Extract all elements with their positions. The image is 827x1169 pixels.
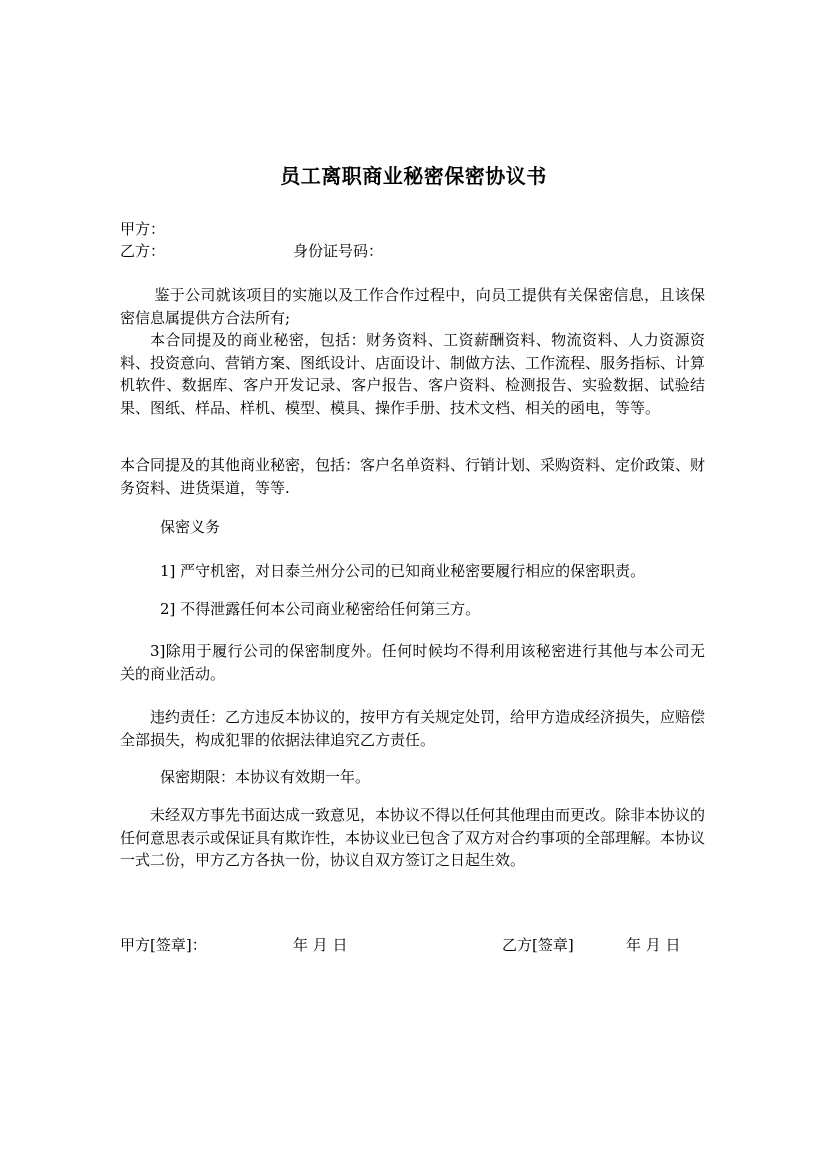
breach-clause: 违约责任：乙方违反本协议的，按甲方有关规定处罚，给甲方造成经济损失，应赔偿全部损失，构成犯罪的依据法律追究乙方责任。 (120, 708, 706, 749)
document-title: 员工离职商业秘密保密协议书 (280, 164, 547, 188)
obligation-1: 1] 严守机密，对日泰兰州分公司的已知商业秘密要履行相应的保密职责。 (160, 562, 646, 580)
party-b-signature-label: 乙方[签章] (502, 936, 574, 954)
id-number-label: 身份证号码： (293, 242, 384, 260)
party-a-date: 年 月 日 (293, 936, 348, 954)
obligations-heading: 保密义务 (160, 518, 221, 536)
obligation-3: 3]除用于履行公司的保密制度外。任何时候均不得利用该秘密进行其他与本公司无关的商业活动。 (120, 642, 705, 683)
party-a-label: 甲方： (120, 220, 166, 238)
party-b-label: 乙方： (120, 242, 166, 260)
other-secrets-paragraph: 本合同提及的其他商业秘密，包括：客户名单资料、行销计划、采购资料、定价政策、财务资料、进货渠道，等等. (120, 456, 706, 497)
term-clause: 保密期限：本协议有效期一年。 (160, 768, 371, 786)
party-b-date: 年 月 日 (626, 936, 681, 954)
closing-paragraph: 未经双方事先书面达成一致意见，本协议不得以任何其他理由而更改。除非本协议的任何意思表示或保证具有欺诈性，本协议业已包含了双方对合约事项的全部理解。本协议一式二份，甲方乙方各执一份，协议自双方签订之日起生效。 (120, 806, 706, 869)
secrets-paragraph: 本合同提及的商业秘密，包括：财务资料、工资薪酬资料、物流资料、人力资源资料、投资意向、营销方案、图纸设计、店面设计、制做方法、工作流程、服务指标、计算机软件、数据库、客户开发记录、客户报告、客户资料、检测报告、实验数据、试验结果、图纸、样品、样机、模型、模具、操作手册、技术文档、相关的函电，等等。 (120, 331, 706, 417)
intro-section (120, 284, 705, 419)
obligation-2: 2] 不得泄露任何本公司商业秘密给任何第三方。 (160, 600, 481, 618)
party-a-signature-label: 甲方[签章]： (120, 936, 207, 954)
intro-paragraph: 鉴于公司就该项目的实施以及工作合作过程中，向员工提供有关保密信息，且该保密信息属提供方合法所有; (120, 286, 705, 327)
